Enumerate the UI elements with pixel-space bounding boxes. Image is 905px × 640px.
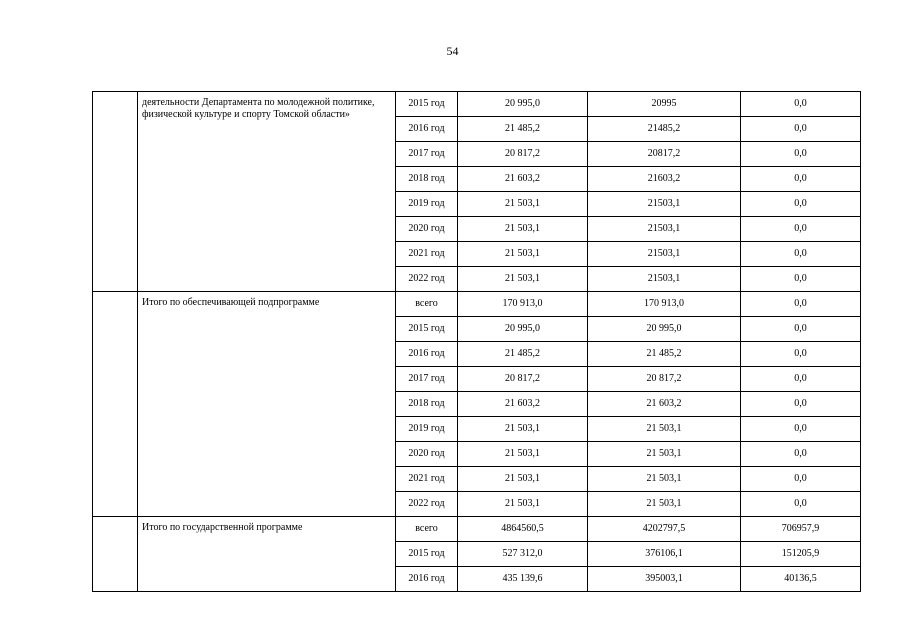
regional-budget-cell: 20 817,2 [588, 367, 741, 392]
period-cell: 2017 год [396, 142, 458, 167]
period-cell: 2022 год [396, 267, 458, 292]
other-sources-cell: 0,0 [741, 467, 861, 492]
other-sources-cell: 0,0 [741, 367, 861, 392]
other-sources-cell: 0,0 [741, 242, 861, 267]
regional-budget-cell: 170 913,0 [588, 292, 741, 317]
period-cell: 2020 год [396, 217, 458, 242]
period-cell: 2016 год [396, 567, 458, 592]
page-number: 54 [446, 44, 459, 58]
regional-budget-cell: 21 503,1 [588, 467, 741, 492]
regional-budget-cell: 21503,1 [588, 217, 741, 242]
regional-budget-cell: 20 995,0 [588, 317, 741, 342]
total-cell: 435 139,6 [458, 567, 588, 592]
other-sources-cell: 151205,9 [741, 542, 861, 567]
total-cell: 170 913,0 [458, 292, 588, 317]
regional-budget-cell: 20995 [588, 92, 741, 117]
period-cell: 2018 год [396, 167, 458, 192]
other-sources-cell: 0,0 [741, 317, 861, 342]
item-name-cell: деятельности Департамента по молодежной политике, физической культуре и спорту Томской области» [138, 92, 396, 292]
total-cell: 21 503,1 [458, 217, 588, 242]
regional-budget-cell: 21503,1 [588, 192, 741, 217]
other-sources-cell: 0,0 [741, 142, 861, 167]
period-cell: 2016 год [396, 342, 458, 367]
other-sources-cell: 0,0 [741, 442, 861, 467]
period-cell: всего [396, 292, 458, 317]
period-cell: 2019 год [396, 417, 458, 442]
other-sources-cell: 0,0 [741, 117, 861, 142]
regional-budget-cell: 21 503,1 [588, 492, 741, 517]
regional-budget-cell: 21 485,2 [588, 342, 741, 367]
regional-budget-cell: 21503,1 [588, 267, 741, 292]
other-sources-cell: 0,0 [741, 342, 861, 367]
total-cell: 21 503,1 [458, 417, 588, 442]
other-sources-cell: 0,0 [741, 292, 861, 317]
regional-budget-cell: 21503,1 [588, 242, 741, 267]
other-sources-cell: 706957,9 [741, 517, 861, 542]
total-cell: 21 503,1 [458, 192, 588, 217]
table-row [93, 292, 861, 317]
regional-budget-cell: 21 603,2 [588, 392, 741, 417]
regional-budget-cell: 395003,1 [588, 567, 741, 592]
period-cell: 2015 год [396, 542, 458, 567]
period-cell: 2020 год [396, 442, 458, 467]
period-cell: всего [396, 517, 458, 542]
total-cell: 527 312,0 [458, 542, 588, 567]
row-number-cell [93, 517, 138, 592]
regional-budget-cell: 20817,2 [588, 142, 741, 167]
regional-budget-cell: 376106,1 [588, 542, 741, 567]
row-number-cell [93, 292, 138, 517]
other-sources-cell: 0,0 [741, 92, 861, 117]
total-cell: 21 503,1 [458, 467, 588, 492]
total-cell: 21 603,2 [458, 392, 588, 417]
regional-budget-cell: 21 503,1 [588, 442, 741, 467]
other-sources-cell: 0,0 [741, 392, 861, 417]
other-sources-cell: 0,0 [741, 167, 861, 192]
other-sources-cell: 0,0 [741, 417, 861, 442]
total-cell: 21 503,1 [458, 442, 588, 467]
period-cell: 2018 год [396, 392, 458, 417]
total-cell: 21 485,2 [458, 342, 588, 367]
period-cell: 2019 год [396, 192, 458, 217]
other-sources-cell: 0,0 [741, 267, 861, 292]
row-number-cell [93, 92, 138, 292]
total-cell: 21 503,1 [458, 492, 588, 517]
total-cell: 20 817,2 [458, 367, 588, 392]
other-sources-cell: 0,0 [741, 492, 861, 517]
total-cell: 21 503,1 [458, 267, 588, 292]
total-cell: 21 485,2 [458, 117, 588, 142]
total-cell: 20 817,2 [458, 142, 588, 167]
total-cell: 20 995,0 [458, 92, 588, 117]
total-cell: 4864560,5 [458, 517, 588, 542]
period-cell: 2017 год [396, 367, 458, 392]
item-name-cell: Итого по государственной программе [138, 517, 396, 592]
other-sources-cell: 0,0 [741, 217, 861, 242]
table-row [93, 92, 861, 117]
regional-budget-cell: 21603,2 [588, 167, 741, 192]
regional-budget-cell: 4202797,5 [588, 517, 741, 542]
period-cell: 2016 год [396, 117, 458, 142]
total-cell: 21 603,2 [458, 167, 588, 192]
regional-budget-cell: 21 503,1 [588, 417, 741, 442]
total-cell: 21 503,1 [458, 242, 588, 267]
period-cell: 2015 год [396, 317, 458, 342]
period-cell: 2015 год [396, 92, 458, 117]
total-cell: 20 995,0 [458, 317, 588, 342]
item-name-cell: Итого по обеспечивающей подпрограмме [138, 292, 396, 517]
table-row [93, 517, 861, 542]
period-cell: 2021 год [396, 242, 458, 267]
other-sources-cell: 40136,5 [741, 567, 861, 592]
budget-table-body [93, 92, 861, 592]
period-cell: 2021 год [396, 467, 458, 492]
regional-budget-cell: 21485,2 [588, 117, 741, 142]
other-sources-cell: 0,0 [741, 192, 861, 217]
budget-table [92, 91, 861, 592]
period-cell: 2022 год [396, 492, 458, 517]
